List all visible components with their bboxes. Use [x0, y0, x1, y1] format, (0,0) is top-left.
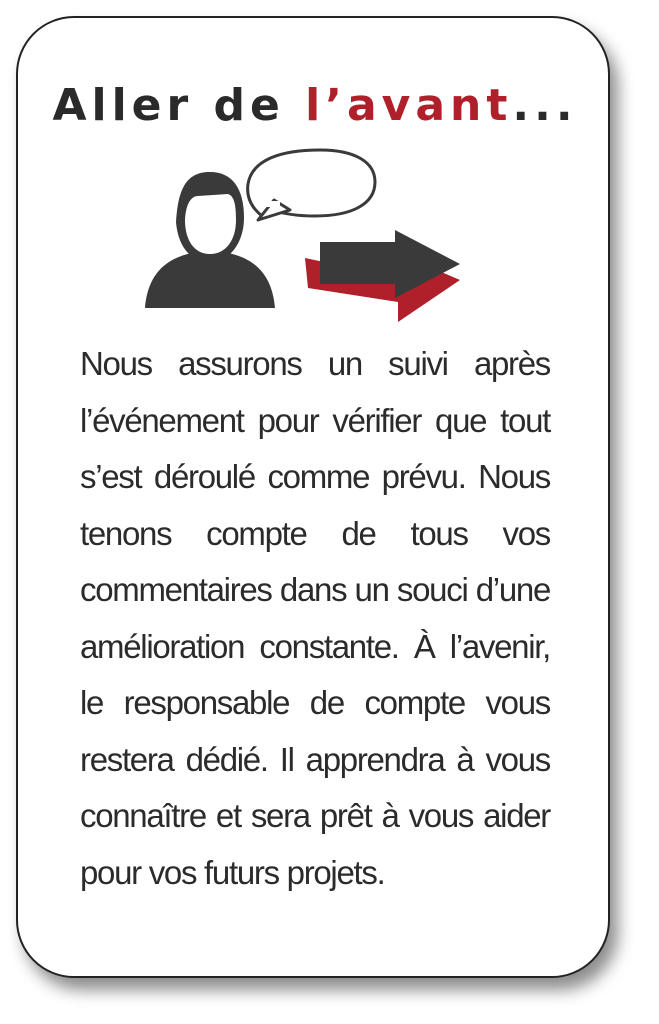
title-ellipsis: ...	[512, 80, 578, 131]
title-accent: l’avant	[305, 80, 513, 131]
card-title	[0, 80, 630, 131]
illustration	[140, 140, 480, 325]
card-body-text: Nous assurons un suivi après l’événement pour vérifier que tout s’est déroulé comme prévu. Nous tenons compte de tous vos commentaires dans un souci d’une amélioration constante. À l’avenir, le responsable de compte vous restera dédié. Il apprendra à vous connaître et sera prêt à vous aider pour vos futurs projets.	[80, 345, 550, 891]
title-text: Aller de	[52, 80, 306, 131]
speech-bubble-icon	[248, 150, 375, 220]
arrow-right-icon	[305, 230, 460, 322]
